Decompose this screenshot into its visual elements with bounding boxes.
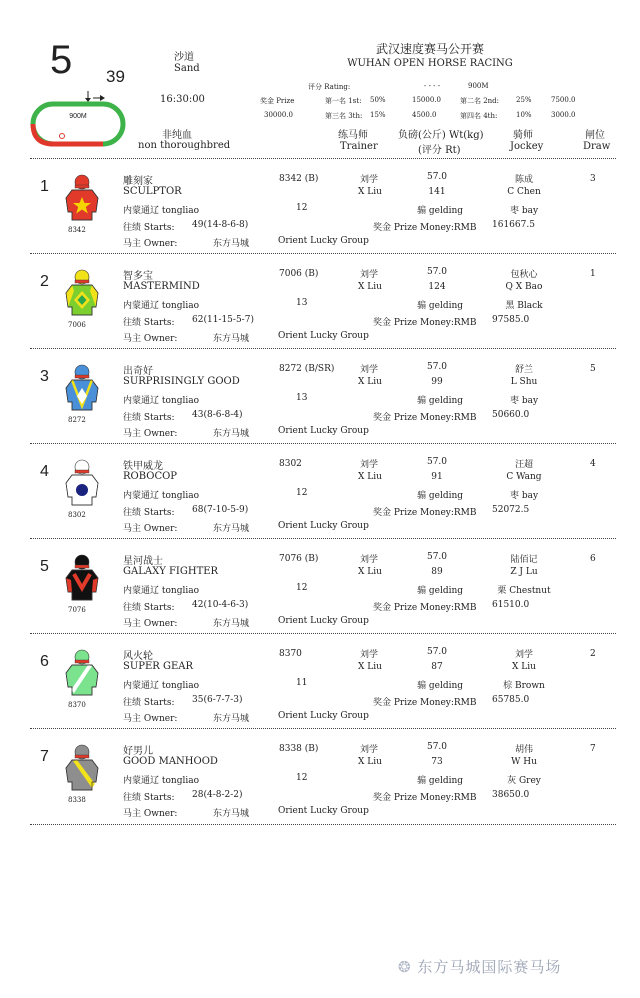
race-distance: 900M	[468, 82, 489, 90]
horse-origin: 内蒙通辽 tongliao	[123, 776, 199, 786]
horse-number: 3	[40, 368, 49, 385]
draw-number: 3	[590, 174, 596, 184]
horse-number: 5	[40, 558, 49, 575]
horse-color: 栗 Chestnut	[497, 586, 551, 596]
horse-rating: 124	[428, 282, 446, 292]
horse-origin: 内蒙通辽 tongliao	[123, 206, 199, 216]
horse-id: 8272	[68, 416, 86, 424]
col-jockey-en: Jockey	[510, 141, 544, 152]
starts-record: 68(7-10-5-9)	[192, 505, 249, 515]
jockey-cn: 刘学	[514, 650, 533, 660]
direction-arrow-icon	[85, 91, 105, 102]
col-weight: 负磅(公斤) Wt(kg)	[398, 130, 484, 141]
owner-label: 马主 Owner:	[123, 429, 178, 439]
track-diagram	[30, 88, 126, 148]
horse-rating: 73	[431, 757, 443, 767]
horse-code: 8370	[279, 649, 302, 659]
horse-code: 8342 (B)	[279, 174, 319, 184]
horse-name-cn: 铁甲威龙	[123, 461, 163, 472]
prize-2-label: 第二名 2nd:	[460, 97, 500, 105]
horse-origin: 内蒙通辽 tongliao	[123, 586, 199, 596]
prize-money-label: 奖金 Prize Money:RMB	[373, 793, 477, 803]
runners-count: 39	[106, 67, 125, 86]
horse-code: 8338 (B)	[279, 744, 319, 754]
trainer-en: X Liu	[358, 472, 382, 482]
prize-money-value: 52072.5	[492, 505, 530, 515]
horse-age: 12	[296, 773, 308, 783]
horse-number: 6	[40, 653, 49, 670]
jockey-cn: 舒兰	[514, 365, 533, 375]
starts-label: 往绩 Starts:	[123, 508, 175, 518]
col-trainer-cn: 练马师	[338, 130, 368, 141]
horse-number: 2	[40, 273, 49, 290]
race-title-en: WUHAN OPEN HORSE RACING	[347, 58, 513, 69]
col-rating: (评分 Rt)	[418, 145, 461, 156]
owner-label: 马主 Owner:	[123, 809, 178, 819]
prize-3-pct: 15%	[370, 111, 386, 119]
horse-code: 7006 (B)	[279, 269, 319, 279]
surface-en: Sand	[174, 63, 200, 74]
draw-number: 2	[590, 649, 596, 659]
jockey-en: L Shu	[510, 377, 538, 387]
carried-weight: 57.0	[426, 457, 448, 467]
horse-age: 13	[296, 298, 308, 308]
owner-en: Orient Lucky Group	[278, 521, 369, 531]
surface-cn: 沙道	[174, 52, 194, 63]
bottom-separator	[30, 824, 616, 825]
owner-cn: 东方马城	[213, 239, 250, 249]
owner-en: Orient Lucky Group	[278, 806, 369, 816]
starts-label: 往绩 Starts:	[123, 223, 175, 233]
starts-record: 49(14-8-6-8)	[192, 220, 249, 230]
race-time: 16:30:00	[160, 94, 205, 105]
prize-1-amount: 15000.0	[412, 96, 441, 104]
carried-weight: 57.0	[426, 742, 448, 752]
starts-label: 往绩 Starts:	[123, 603, 175, 613]
footer-text: 东方马城国际赛马场	[417, 958, 562, 976]
row-separator	[30, 158, 616, 159]
horse-color: 黑 Black	[505, 301, 543, 311]
horse-row[interactable]	[0, 736, 640, 823]
prize-1-pct: 50%	[370, 96, 386, 104]
horse-origin: 内蒙通辽 tongliao	[123, 681, 199, 691]
owner-en: Orient Lucky Group	[278, 331, 369, 341]
owner-en: Orient Lucky Group	[278, 426, 369, 436]
track-distance-label: 900M	[69, 113, 87, 120]
horse-name-cn: 好男儿	[123, 746, 153, 757]
horse-sex: 骟 gelding	[417, 301, 464, 311]
horse-name-en: GALAXY FIGHTER	[123, 566, 219, 577]
owner-label: 马主 Owner:	[123, 714, 178, 724]
carried-weight: 57.0	[426, 552, 448, 562]
horse-row[interactable]	[0, 451, 640, 538]
total-prize: 30000.0	[264, 111, 293, 119]
horse-name-en: ROBOCOP	[123, 471, 178, 482]
horse-code: 7076 (B)	[279, 554, 319, 564]
class-cn: 非纯血	[162, 130, 192, 141]
draw-number: 1	[590, 269, 596, 279]
horse-name-cn: 风火轮	[123, 651, 153, 662]
horse-sex: 骟 gelding	[417, 491, 464, 501]
draw-number: 7	[590, 744, 596, 754]
jockey-cn: 汪超	[514, 460, 533, 470]
owner-label: 马主 Owner:	[123, 524, 178, 534]
owner-cn: 东方马城	[213, 809, 250, 819]
prize-2-amount: 7500.0	[551, 96, 576, 104]
jockey-cn: 胡伟	[514, 745, 533, 755]
row-separator	[30, 443, 616, 444]
owner-label: 马主 Owner:	[123, 239, 178, 249]
horse-sex: 骟 gelding	[417, 206, 464, 216]
starts-record: 62(11-15-5-7)	[192, 315, 254, 325]
owner-cn: 东方马城	[213, 714, 250, 724]
jockey-cn: 陆佰记	[510, 555, 538, 565]
footer-watermark	[398, 956, 561, 977]
horse-age: 12	[296, 583, 308, 593]
trainer-cn: 刘学	[360, 175, 379, 185]
prize-money-label: 奖金 Prize Money:RMB	[373, 413, 477, 423]
horse-name-en: SUPER GEAR	[123, 661, 194, 672]
row-separator	[30, 348, 616, 349]
race-number: 5	[50, 38, 73, 82]
horse-name-cn: 出奇好	[123, 366, 153, 377]
horse-row[interactable]	[0, 546, 640, 633]
horse-id: 8338	[68, 796, 86, 804]
horse-sex: 骟 gelding	[417, 776, 464, 786]
jockey-en: W Hu	[511, 757, 537, 767]
starts-record: 35(6-7-7-3)	[192, 695, 243, 705]
prize-money-value: 65785.0	[492, 695, 530, 705]
col-draw-cn: 闸位	[585, 130, 605, 141]
trainer-en: X Liu	[358, 187, 382, 197]
prize-money-label: 奖金 Prize Money:RMB	[373, 603, 477, 613]
owner-en: Orient Lucky Group	[278, 236, 369, 246]
horse-rating: 89	[431, 567, 443, 577]
prize-2-pct: 25%	[516, 96, 532, 104]
row-separator	[30, 728, 616, 729]
jockey-en: Z J Lu	[510, 567, 538, 577]
owner-en: Orient Lucky Group	[278, 711, 369, 721]
horse-row[interactable]	[0, 166, 640, 253]
owner-cn: 东方马城	[213, 429, 250, 439]
jockey-silks-icon	[62, 362, 102, 412]
prize-4-pct: 10%	[516, 111, 532, 119]
prize-money-value: 38650.0	[492, 790, 530, 800]
horse-rating: 141	[428, 187, 446, 197]
owner-label: 马主 Owner:	[123, 334, 178, 344]
trainer-en: X Liu	[358, 282, 382, 292]
jockey-silks-icon	[62, 552, 102, 602]
jockey-en: X Liu	[512, 662, 536, 672]
horse-age: 13	[296, 393, 308, 403]
horse-row[interactable]	[0, 641, 640, 728]
trainer-en: X Liu	[358, 567, 382, 577]
prize-money-label: 奖金 Prize Money:RMB	[373, 223, 477, 233]
prize-money-value: 61510.0	[492, 600, 530, 610]
trainer-cn: 刘学	[360, 650, 379, 660]
trainer-en: X Liu	[358, 377, 382, 387]
trainer-cn: 刘学	[360, 745, 379, 755]
horse-name-en: MASTERMIND	[123, 281, 200, 292]
jockey-en: Q X Bao	[505, 282, 543, 292]
col-trainer-en: Trainer	[340, 141, 378, 152]
horse-age: 11	[296, 678, 308, 688]
wechat-icon: ❂	[398, 958, 412, 976]
horse-number: 7	[40, 748, 49, 765]
jockey-silks-icon	[62, 742, 102, 792]
carried-weight: 57.0	[426, 647, 448, 657]
starts-record: 43(8-6-8-4)	[192, 410, 243, 420]
horse-row[interactable]	[0, 356, 640, 443]
row-separator	[30, 538, 616, 539]
prize-money-label: 奖金 Prize Money:RMB	[373, 508, 477, 518]
draw-number: 4	[590, 459, 596, 469]
draw-number: 5	[590, 364, 596, 374]
row-separator	[30, 633, 616, 634]
prize-label: 奖金 Prize	[260, 97, 295, 105]
horse-name-cn: 智多宝	[123, 271, 153, 282]
jockey-en: C Chen	[507, 187, 541, 197]
trainer-cn: 刘学	[360, 460, 379, 470]
col-jockey-cn: 骑师	[513, 130, 533, 141]
starts-label: 往绩 Starts:	[123, 413, 175, 423]
horse-origin: 内蒙通辽 tongliao	[123, 301, 199, 311]
horse-name-cn: 星河战士	[123, 556, 163, 567]
starts-record: 28(4-8-2-2)	[192, 790, 243, 800]
horse-number: 4	[40, 463, 49, 480]
starts-label: 往绩 Starts:	[123, 793, 175, 803]
horse-sex: 骟 gelding	[417, 586, 464, 596]
prize-4-amount: 3000.0	[551, 111, 576, 119]
trainer-cn: 刘学	[360, 365, 379, 375]
prize-money-value: 50660.0	[492, 410, 530, 420]
rating-label: 评分 Rating:	[308, 83, 351, 91]
prize-3-label: 第三名 3th:	[325, 112, 363, 120]
horse-id: 7076	[68, 606, 86, 614]
horse-age: 12	[296, 203, 308, 213]
horse-sex: 骟 gelding	[417, 681, 464, 691]
horse-id: 8302	[68, 511, 86, 519]
trainer-cn: 刘学	[360, 555, 379, 565]
horse-sex: 骟 gelding	[417, 396, 464, 406]
horse-name-cn: 雕刻家	[123, 176, 153, 187]
prize-money-label: 奖金 Prize Money:RMB	[373, 698, 477, 708]
carried-weight: 57.0	[426, 267, 448, 277]
prize-1-label: 第一名 1st:	[325, 97, 362, 105]
jockey-silks-icon	[62, 172, 102, 222]
starts-label: 往绩 Starts:	[123, 698, 175, 708]
owner-cn: 东方马城	[213, 619, 250, 629]
horse-origin: 内蒙通辽 tongliao	[123, 491, 199, 501]
jockey-silks-icon	[62, 267, 102, 317]
jockey-cn: 陈成	[514, 175, 533, 185]
owner-en: Orient Lucky Group	[278, 616, 369, 626]
prize-money-value: 161667.5	[492, 220, 535, 230]
horse-color: 枣 bay	[509, 491, 539, 501]
horse-id: 8370	[68, 701, 86, 709]
horse-id: 7006	[68, 321, 86, 329]
jockey-silks-icon	[62, 457, 102, 507]
owner-cn: 东方马城	[213, 334, 250, 344]
rating-value: - - - -	[424, 82, 441, 90]
col-draw-en: Draw	[583, 141, 611, 152]
horse-code: 8302	[279, 459, 302, 469]
prize-3-amount: 4500.0	[412, 111, 437, 119]
class-en: non thoroughbred	[138, 140, 231, 151]
horse-row[interactable]	[0, 261, 640, 348]
horse-name-en: SURPRISINGLY GOOD	[123, 376, 240, 387]
jockey-cn: 包秋心	[510, 270, 538, 280]
draw-number: 6	[590, 554, 596, 564]
prize-4-label: 第四名 4th:	[460, 112, 498, 120]
trainer-en: X Liu	[358, 662, 382, 672]
trainer-cn: 刘学	[360, 270, 379, 280]
horse-age: 12	[296, 488, 308, 498]
horse-color: 枣 bay	[509, 206, 539, 216]
horse-rating: 87	[431, 662, 443, 672]
horse-origin: 内蒙通辽 tongliao	[123, 396, 199, 406]
starts-label: 往绩 Starts:	[123, 318, 175, 328]
row-separator	[30, 253, 616, 254]
trainer-en: X Liu	[358, 757, 382, 767]
horse-code: 8272 (B/SR)	[279, 364, 335, 374]
carried-weight: 57.0	[426, 362, 448, 372]
prize-money-value: 97585.0	[492, 315, 530, 325]
horse-number: 1	[40, 178, 49, 195]
starts-record: 42(10-4-6-3)	[192, 600, 249, 610]
horse-rating: 91	[431, 472, 443, 482]
horse-name-en: SCULPTOR	[123, 186, 182, 197]
jockey-en: C Wang	[506, 472, 542, 482]
horse-color: 枣 bay	[509, 396, 539, 406]
carried-weight: 57.0	[426, 172, 448, 182]
owner-cn: 东方马城	[213, 524, 250, 534]
horse-color: 灰 Grey	[507, 776, 541, 786]
owner-label: 马主 Owner:	[123, 619, 178, 629]
horse-id: 8342	[68, 226, 86, 234]
horse-color: 棕 Brown	[503, 681, 545, 691]
horse-name-en: GOOD MANHOOD	[123, 756, 218, 767]
horse-rating: 99	[431, 377, 443, 387]
jockey-silks-icon	[62, 647, 102, 697]
race-title-cn: 武汉速度赛马公开赛	[375, 42, 484, 56]
prize-money-label: 奖金 Prize Money:RMB	[373, 318, 477, 328]
